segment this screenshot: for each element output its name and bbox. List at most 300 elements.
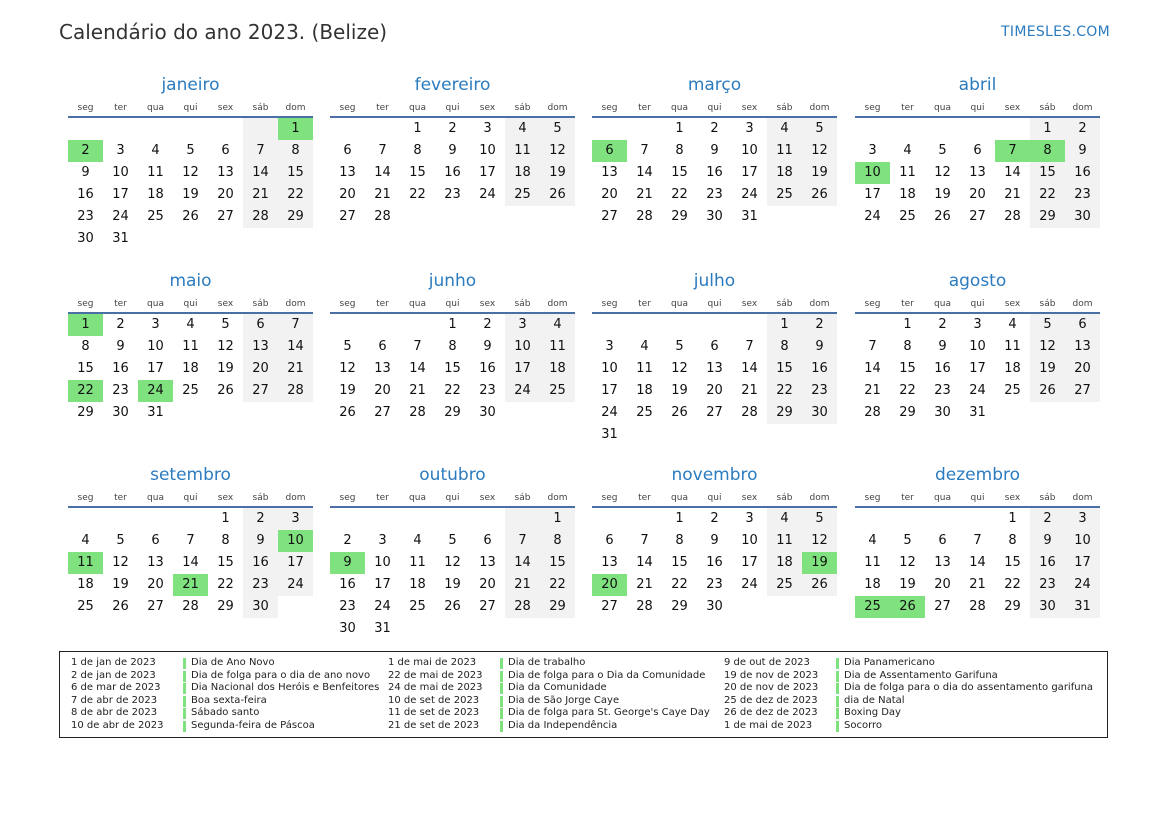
empty-cell	[767, 596, 802, 618]
holiday-marker	[500, 696, 503, 707]
day-cell: 13	[374, 361, 391, 376]
day-cell: 29	[1004, 599, 1021, 614]
day-cell: 1	[675, 511, 684, 526]
day-cell: 24	[479, 187, 496, 202]
empty-cell	[592, 118, 627, 140]
weekday-label: sex	[741, 299, 758, 309]
day-cell: 26	[112, 599, 129, 614]
day-cell: 17	[741, 555, 758, 570]
day-cell: 13	[217, 165, 234, 180]
legend-holiday-name: Dia de São Jorge Caye	[508, 694, 620, 706]
weekday-label: qui	[970, 493, 985, 503]
day-cell: 4	[1008, 317, 1017, 332]
holiday-marker	[836, 708, 839, 719]
day-cell: 19	[339, 383, 356, 398]
day-cell: 18	[505, 162, 540, 184]
legend-item	[724, 707, 1093, 720]
legend-date: 10 de abr de 2023	[71, 719, 164, 731]
day-cell: 22	[444, 383, 461, 398]
day-cell: 24	[1065, 574, 1100, 596]
weekday-label: qui	[183, 493, 198, 503]
day-cell: 17	[374, 577, 391, 592]
legend-holiday-name: Boa sexta-feira	[191, 694, 267, 706]
day-cell: 17	[278, 552, 313, 574]
weekday-label: seg	[77, 493, 94, 503]
empty-cell	[243, 118, 278, 140]
weekday-label: seg	[601, 103, 618, 113]
day-cell: 2	[710, 511, 719, 526]
day-cell: 18	[409, 577, 426, 592]
day-cell: 28	[182, 599, 199, 614]
day-cell: 9	[1065, 140, 1100, 162]
month-name: janeiro	[161, 75, 220, 95]
empty-cell	[278, 228, 313, 250]
day-cell: 15	[444, 361, 461, 376]
weekday-label: sáb	[252, 299, 269, 309]
month-dezembro	[855, 462, 1100, 618]
site-brand-link[interactable]: TIMESLES.COM	[1001, 24, 1110, 40]
day-cell: 5	[802, 508, 837, 530]
day-cell: 20	[969, 187, 986, 202]
day-cell: 3	[278, 508, 313, 530]
day-cell: 1	[540, 508, 575, 530]
day-cell: 8	[1008, 533, 1017, 548]
day-cell: 6	[605, 533, 614, 548]
day-cell: 30	[706, 599, 723, 614]
empty-cell	[330, 118, 365, 140]
day-grid	[68, 314, 313, 424]
empty-cell	[995, 118, 1030, 140]
weekday-label: dom	[547, 493, 568, 503]
day-cell: 25	[540, 380, 575, 402]
day-cell: 16	[802, 358, 837, 380]
day-cell: 31	[1065, 596, 1100, 618]
weekday-label: dom	[1072, 103, 1093, 113]
empty-cell	[1065, 402, 1100, 424]
day-cell: 22	[409, 187, 426, 202]
day-cell: 7	[995, 140, 1030, 162]
day-cell: 9	[116, 339, 125, 354]
empty-cell	[732, 424, 767, 446]
day-cell: 5	[221, 317, 230, 332]
day-cell: 14	[1004, 165, 1021, 180]
weekday-label: qui	[707, 493, 722, 503]
day-cell: 7	[505, 530, 540, 552]
day-cell: 15	[540, 552, 575, 574]
weekday-label: seg	[864, 299, 881, 309]
empty-cell	[1030, 402, 1065, 424]
legend-item	[388, 707, 710, 720]
legend-item	[724, 682, 1093, 695]
day-cell: 25	[182, 383, 199, 398]
legend-date: 22 de mai de 2023	[388, 669, 483, 681]
day-cell: 18	[767, 552, 802, 574]
day-cell: 13	[601, 165, 618, 180]
empty-cell	[208, 118, 243, 140]
day-cell: 2	[802, 314, 837, 336]
legend-item	[724, 657, 1093, 670]
weekday-label: dom	[285, 493, 306, 503]
weekday-label: seg	[77, 299, 94, 309]
empty-cell	[855, 118, 890, 140]
day-cell: 11	[767, 530, 802, 552]
day-cell: 27	[147, 599, 164, 614]
day-cell: 3	[745, 121, 754, 136]
weekday-label: qua	[409, 103, 426, 113]
day-cell: 7	[640, 533, 649, 548]
weekday-label: sex	[741, 493, 758, 503]
day-cell: 15	[409, 165, 426, 180]
day-cell: 21	[741, 383, 758, 398]
weekday-label: dom	[285, 299, 306, 309]
empty-cell	[400, 618, 435, 640]
day-cell: 11	[505, 140, 540, 162]
weekday-label: seg	[77, 103, 94, 113]
day-cell: 6	[938, 533, 947, 548]
day-cell: 20	[217, 187, 234, 202]
weekday-label: sex	[479, 299, 496, 309]
day-cell: 20	[1065, 358, 1100, 380]
empty-cell	[627, 314, 662, 336]
empty-cell	[103, 118, 138, 140]
empty-cell	[505, 402, 540, 424]
day-cell: 14	[505, 552, 540, 574]
weekday-label: ter	[638, 493, 651, 503]
day-cell: 15	[671, 165, 688, 180]
day-cell: 5	[675, 339, 684, 354]
day-cell: 22	[1004, 577, 1021, 592]
weekday-label: sáb	[514, 299, 531, 309]
empty-cell	[365, 508, 400, 530]
weekday-label: qua	[934, 299, 951, 309]
empty-cell	[243, 228, 278, 250]
empty-cell	[330, 508, 365, 530]
weekday-label: dom	[1072, 493, 1093, 503]
legend-holiday-name: Dia da Independência	[508, 719, 618, 731]
day-cell: 7	[868, 339, 877, 354]
empty-cell	[365, 314, 400, 336]
day-cell: 27	[1065, 380, 1100, 402]
day-cell: 9	[710, 143, 719, 158]
day-cell: 18	[636, 383, 653, 398]
day-cell: 17	[505, 358, 540, 380]
day-cell: 30	[1065, 206, 1100, 228]
day-cell: 15	[278, 162, 313, 184]
day-cell: 21	[636, 187, 653, 202]
day-cell: 23	[1030, 574, 1065, 596]
day-cell: 26	[339, 405, 356, 420]
day-cell: 21	[409, 383, 426, 398]
empty-cell	[505, 508, 540, 530]
day-cell: 16	[934, 361, 951, 376]
day-cell: 29	[1030, 206, 1065, 228]
day-cell: 19	[217, 361, 234, 376]
weekday-label: qua	[147, 299, 164, 309]
legend-holiday-name: Boxing Day	[844, 707, 901, 719]
day-cell: 9	[938, 339, 947, 354]
holiday-legend	[59, 651, 1108, 738]
day-cell: 25	[899, 209, 916, 224]
day-cell: 1	[903, 317, 912, 332]
month-outubro	[330, 462, 575, 640]
day-cell: 21	[969, 577, 986, 592]
day-cell: 27	[601, 209, 618, 224]
day-cell: 9	[330, 552, 365, 574]
day-cell: 13	[147, 555, 164, 570]
weekday-label: ter	[114, 299, 127, 309]
day-cell: 8	[903, 339, 912, 354]
day-cell: 16	[1065, 162, 1100, 184]
empty-cell	[627, 424, 662, 446]
day-cell: 1	[767, 314, 802, 336]
day-cell: 2	[243, 508, 278, 530]
day-cell: 14	[864, 361, 881, 376]
empty-cell	[330, 314, 365, 336]
day-cell: 15	[767, 358, 802, 380]
weekday-label: ter	[114, 493, 127, 503]
day-cell: 2	[68, 140, 103, 162]
legend-date: 9 de out de 2023	[724, 657, 810, 668]
weekday-header	[855, 490, 1100, 508]
month-name: março	[687, 75, 742, 95]
day-cell: 8	[448, 339, 457, 354]
day-cell: 28	[278, 380, 313, 402]
empty-cell	[470, 618, 505, 640]
day-cell: 12	[217, 339, 234, 354]
day-cell: 17	[112, 187, 129, 202]
day-cell: 19	[112, 577, 129, 592]
empty-cell	[995, 402, 1030, 424]
day-cell: 24	[278, 574, 313, 596]
day-cell: 15	[671, 555, 688, 570]
empty-cell	[138, 508, 173, 530]
day-cell: 29	[217, 599, 234, 614]
day-cell: 26	[1030, 380, 1065, 402]
day-cell: 1	[68, 314, 103, 336]
legend-date: 1 de jan de 2023	[71, 657, 156, 668]
weekday-label: dom	[809, 493, 830, 503]
page-title: Calendário do ano 2023. (Belize)	[59, 20, 388, 44]
day-cell: 22	[899, 383, 916, 398]
day-cell: 8	[675, 143, 684, 158]
day-cell: 20	[592, 574, 627, 596]
empty-cell	[435, 508, 470, 530]
day-cell: 30	[1030, 596, 1065, 618]
day-cell: 31	[601, 427, 618, 442]
day-cell: 23	[243, 574, 278, 596]
day-cell: 11	[636, 361, 653, 376]
day-cell: 8	[413, 143, 422, 158]
day-cell: 7	[745, 339, 754, 354]
day-cell: 28	[505, 596, 540, 618]
day-cell: 23	[339, 599, 356, 614]
legend-date: 7 de abr de 2023	[71, 694, 158, 706]
day-cell: 25	[1004, 383, 1021, 398]
day-cell: 12	[444, 555, 461, 570]
day-cell: 25	[636, 405, 653, 420]
month-name: fevereiro	[414, 75, 491, 95]
empty-cell	[540, 206, 575, 228]
day-cell: 13	[339, 165, 356, 180]
weekday-label: seg	[339, 299, 356, 309]
day-cell: 23	[1065, 184, 1100, 206]
day-grid	[855, 118, 1100, 228]
empty-cell	[208, 228, 243, 250]
day-cell: 29	[671, 599, 688, 614]
weekday-label: qui	[183, 103, 198, 113]
month-agosto	[855, 268, 1100, 424]
empty-cell	[173, 508, 208, 530]
day-cell: 23	[802, 380, 837, 402]
day-cell: 5	[540, 118, 575, 140]
day-cell: 30	[77, 231, 94, 246]
day-cell: 14	[374, 165, 391, 180]
empty-cell	[592, 314, 627, 336]
weekday-label: qui	[445, 299, 460, 309]
day-cell: 30	[479, 405, 496, 420]
day-cell: 18	[767, 162, 802, 184]
day-cell: 2	[343, 533, 352, 548]
weekday-label: sex	[741, 103, 758, 113]
legend-holiday-name: Dia de Assentamento Garifuna	[844, 669, 998, 681]
month-name: maio	[169, 271, 212, 291]
empty-cell	[540, 402, 575, 424]
day-cell: 21	[243, 184, 278, 206]
day-cell: 3	[1065, 508, 1100, 530]
day-cell: 6	[343, 143, 352, 158]
day-cell: 27	[339, 209, 356, 224]
weekday-label: ter	[638, 299, 651, 309]
day-cell: 18	[540, 358, 575, 380]
day-cell: 6	[221, 143, 230, 158]
month-name: agosto	[948, 271, 1007, 291]
holiday-marker	[500, 658, 503, 669]
weekday-label: sex	[1004, 493, 1021, 503]
day-cell: 7	[973, 533, 982, 548]
empty-cell	[627, 508, 662, 530]
weekday-label: qua	[671, 103, 688, 113]
day-cell: 12	[934, 165, 951, 180]
day-cell: 26	[182, 209, 199, 224]
day-cell: 10	[479, 143, 496, 158]
month-julho	[592, 268, 837, 446]
day-cell: 4	[81, 533, 90, 548]
empty-cell	[208, 402, 243, 424]
day-cell: 2	[483, 317, 492, 332]
day-cell: 5	[116, 533, 125, 548]
day-cell: 30	[802, 402, 837, 424]
legend-holiday-name: Dia de folga para St. George's Caye Day	[508, 707, 710, 719]
day-cell: 20	[706, 383, 723, 398]
weekday-label: sex	[217, 103, 234, 113]
day-cell: 24	[374, 599, 391, 614]
month-name: julho	[693, 271, 736, 291]
legend-date: 6 de mar de 2023	[71, 682, 161, 694]
weekday-header	[855, 100, 1100, 118]
empty-cell	[540, 618, 575, 640]
day-cell: 28	[409, 405, 426, 420]
empty-cell	[400, 206, 435, 228]
month-abril	[855, 72, 1100, 228]
day-cell: 16	[706, 555, 723, 570]
empty-cell	[505, 618, 540, 640]
legend-column-1	[71, 657, 379, 733]
day-cell: 8	[278, 140, 313, 162]
weekday-label: sex	[1004, 103, 1021, 113]
day-cell: 18	[899, 187, 916, 202]
empty-cell	[470, 508, 505, 530]
day-cell: 16	[77, 187, 94, 202]
day-cell: 12	[671, 361, 688, 376]
day-cell: 15	[217, 555, 234, 570]
legend-holiday-name: Dia da Comunidade	[508, 682, 607, 694]
day-cell: 4	[413, 533, 422, 548]
empty-cell	[173, 402, 208, 424]
day-cell: 16	[706, 165, 723, 180]
legend-item	[71, 670, 379, 683]
empty-cell	[767, 206, 802, 228]
weekday-header	[68, 100, 313, 118]
day-cell: 9	[802, 336, 837, 358]
weekday-label: seg	[601, 299, 618, 309]
day-cell: 22	[278, 184, 313, 206]
day-cell: 2	[1030, 508, 1065, 530]
day-grid	[592, 314, 837, 446]
day-cell: 28	[636, 599, 653, 614]
day-grid	[855, 314, 1100, 424]
day-cell: 6	[592, 140, 627, 162]
day-cell: 19	[671, 383, 688, 398]
day-cell: 14	[741, 361, 758, 376]
holiday-marker	[500, 671, 503, 682]
legend-date: 25 de dez de 2023	[724, 694, 818, 706]
empty-cell	[505, 206, 540, 228]
legend-holiday-name: dia de Natal	[844, 694, 905, 706]
day-cell: 1	[1030, 118, 1065, 140]
weekday-label: qua	[671, 299, 688, 309]
day-cell: 11	[864, 555, 881, 570]
day-cell: 26	[802, 184, 837, 206]
empty-cell	[697, 424, 732, 446]
day-cell: 6	[378, 339, 387, 354]
day-cell: 26	[217, 383, 234, 398]
day-cell: 7	[413, 339, 422, 354]
day-grid	[855, 508, 1100, 618]
day-cell: 30	[934, 405, 951, 420]
weekday-label: sex	[479, 493, 496, 503]
day-cell: 5	[938, 143, 947, 158]
day-cell: 4	[767, 118, 802, 140]
day-cell: 1	[278, 118, 313, 140]
empty-cell	[662, 314, 697, 336]
day-cell: 20	[934, 577, 951, 592]
day-cell: 28	[1004, 209, 1021, 224]
day-cell: 9	[710, 533, 719, 548]
day-cell: 26	[671, 405, 688, 420]
weekday-header	[68, 296, 313, 314]
day-cell: 1	[448, 317, 457, 332]
day-cell: 14	[969, 555, 986, 570]
day-cell: 16	[112, 361, 129, 376]
legend-date: 10 de set de 2023	[388, 694, 480, 706]
legend-date: 2 de jan de 2023	[71, 669, 156, 681]
month-name: outubro	[419, 465, 486, 485]
day-cell: 24	[138, 380, 173, 402]
day-cell: 16	[479, 361, 496, 376]
day-cell: 2	[938, 317, 947, 332]
weekday-label: qua	[147, 103, 164, 113]
day-cell: 20	[479, 577, 496, 592]
